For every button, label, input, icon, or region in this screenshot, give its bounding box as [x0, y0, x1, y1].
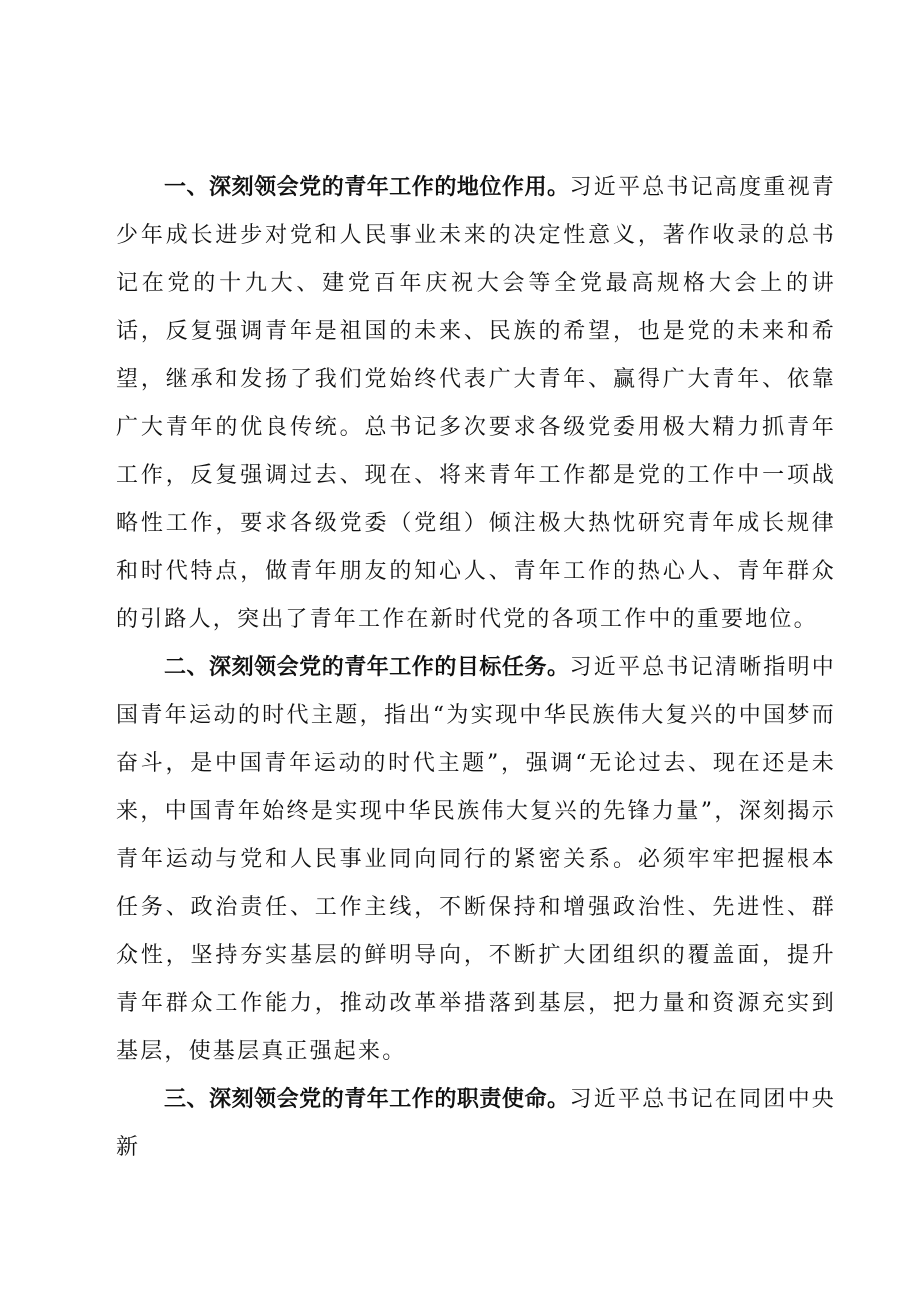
paragraph-1-text: 习近平总书记高度重视青少年成长进步对党和人民事业未来的决定性意义，著作收录的总书记在党的十九大、建党百年庆祝大会等全党最高规格大会上的讲话，反复强调青年是祖国的未来、民族的希望，也是党的未来和希望，继承和发扬了我们党始终代表广大青年、赢得广大青年、依靠广大青年的优良传统。总书记多次要求各级党委用极大精力抓青年工作，反复强调过去、现在、将来青年工作都是党的工作中一项战略性工作，要求各级党委（党组）倾注极大热忱研究青年成长规律和时代特点，做青年朋友的知心人、青年工作的热心人、青年群众的引路人，突出了青年工作在新时代党的各项工作中的重要地位。 — [116, 175, 836, 632]
document-body — [116, 164, 836, 1172]
paragraph-2-text: 习近平总书记清晰指明中国青年运动的时代主题，指出“为实现中华民族伟大复兴的中国梦而奋斗，是中国青年运动的时代主题”，强调“无论过去、现在还是未来，中国青年始终是实现中华民族伟大复兴的先锋力量”，深刻揭示青年运动与党和人民事业同向同行的紧密关系。必须牢牢把握根本任务、政治责任、工作主线，不断保持和增强政治性、先进性、群众性，坚持夯实基层的鲜明导向，不断扩大团组织的覆盖面，提升青年群众工作能力，推动改革举措落到基层，把力量和资源充实到基层，使基层真正强起来。 — [116, 655, 836, 1064]
paragraph-3 — [116, 1076, 836, 1172]
paragraph-3-text: 习近平总书记在同团中央新 — [116, 1087, 836, 1160]
paragraph-2 — [116, 644, 836, 1076]
paragraph-3-heading: 三、深刻领会党的青年工作的职责使命。 — [164, 1087, 570, 1112]
paragraph-1 — [116, 164, 836, 644]
paragraph-2-heading: 二、深刻领会党的青年工作的目标任务。 — [164, 655, 570, 680]
paragraph-1-heading: 一、深刻领会党的青年工作的地位作用。 — [164, 175, 570, 200]
